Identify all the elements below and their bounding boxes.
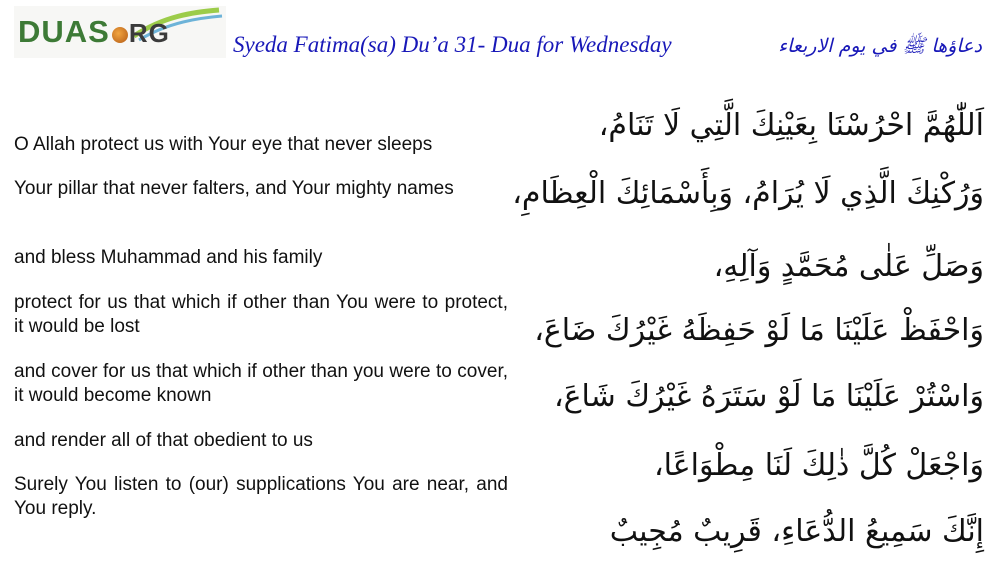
arabic-line-5: وَاسْتُرْ عَلَيْنَا مَا لَوْ سَتَرَهُ غَيْرُكَ شَاعَ،	[553, 379, 984, 414]
arabic-line-4: وَاحْفَظْ عَلَيْنَا مَا لَوْ حَفِظَهُ غَيْرُكَ ضَاعَ،	[534, 313, 984, 348]
translation-line-1: O Allah protect us with Your eye that never sleeps	[14, 134, 433, 155]
translation-line-2: Your pillar that never falters, and Your mighty names	[14, 178, 454, 199]
site-logo[interactable]	[14, 6, 226, 58]
translation-line-7: Surely You listen to (our) supplications You are near, and You reply.	[14, 474, 508, 519]
page-title: Syeda Fatima(sa) Du’a 31- Dua for Wednesday	[233, 32, 672, 57]
logo-text-suffix: RG	[128, 18, 170, 48]
arabic-line-1: اَللّٰهُمَّ احْرُسْنَا بِعَيْنِكَ الَّتِي لَا تَنَامُ،	[598, 108, 984, 143]
arabic-line-6: وَاجْعَلْ كُلَّ ذٰلِكَ لَنَا مِطْوَاعًا،	[653, 448, 984, 483]
logo-globe-icon	[112, 27, 128, 43]
logo-wordmark	[18, 16, 170, 47]
arabic-line-2: وَرُكْنِكَ الَّذِي لَا يُرَامُ، وَبِأَسْمَائِكَ الْعِظَامِ،	[512, 176, 984, 211]
arabic-line-3: وَصَلِّ عَلٰى مُحَمَّدٍ وَآلِهِ،	[713, 249, 984, 284]
arabic-line-7: إِنَّكَ سَمِيعُ الدُّعَاءِ، قَرِيبٌ مُجِيبٌ	[609, 514, 984, 549]
page-title-arabic: دعاؤها ﷺ في يوم الاربعاء	[778, 35, 982, 57]
translation-line-6: and render all of that obedient to us	[14, 430, 313, 451]
logo-text-main: DUAS	[18, 14, 110, 49]
translation-line-3: and bless Muhammad and his family	[14, 247, 323, 268]
translation-line-4: protect for us that which if other than You were to protect, it would be lost	[14, 292, 508, 337]
translation-line-5: and cover for us that which if other than you were to cover, it would become known	[14, 361, 508, 406]
